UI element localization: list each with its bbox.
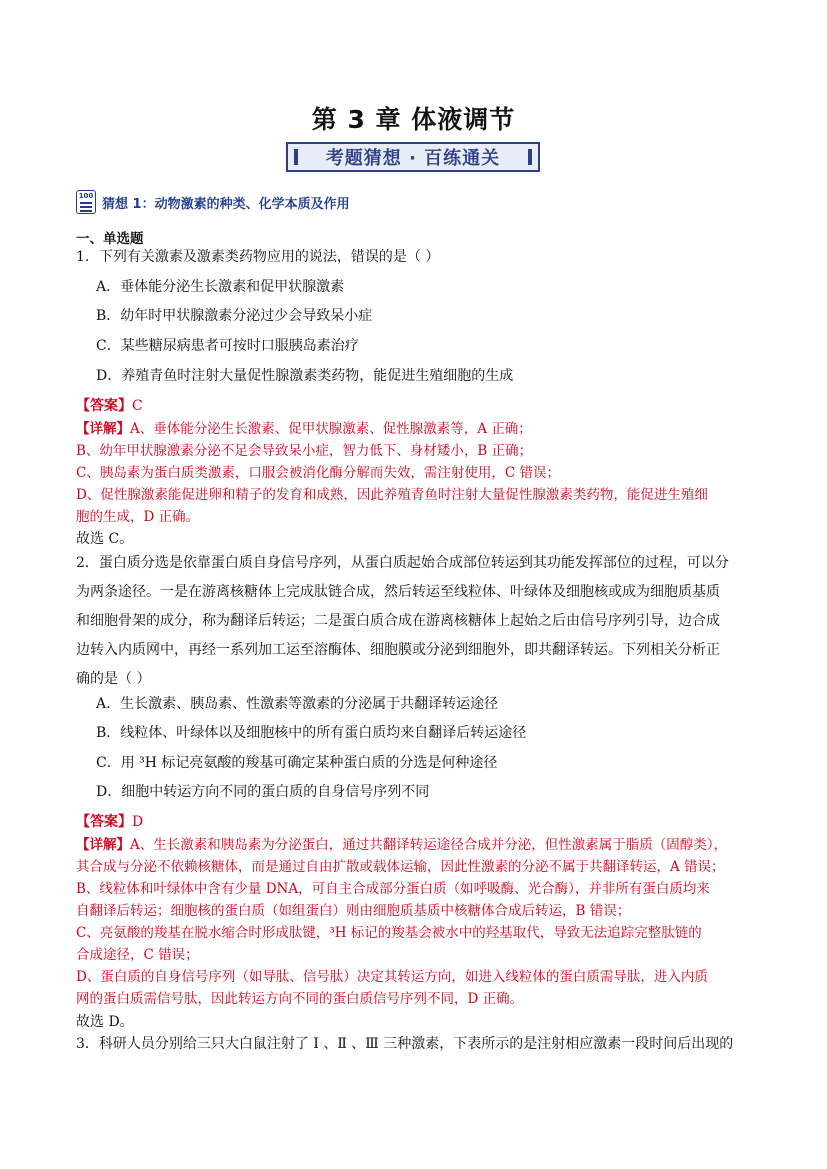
q2-explain-line-7: D、蛋白质的自身信号序列（如导肽、信号肽）决定其转运方向，如进入线粒体的蛋白质需导肽，进入内质: [76, 969, 708, 985]
answer-label: 【答案】: [76, 814, 132, 830]
q2-explain-line-8: 网的蛋白质需信号肽，因此转运方向不同的蛋白质信号序列不同，D 正确。: [76, 991, 524, 1007]
q2-conclusion: 故选 D。: [76, 1014, 134, 1030]
q2-explanation: [76, 834, 756, 1010]
answer-label: 【答案】: [76, 398, 132, 414]
q2-stem-line-1: 2．蛋白质分选是依靠蛋白质自身信号序列，从蛋白质起始合成部位转运到其功能发挥部位的过程，可以分: [76, 555, 729, 571]
guess-label: 猜想 1：动物激素的种类、化学本质及作用: [102, 196, 350, 212]
q1-explain-line-1: 【详解】A、垂体能分泌生长激素、促甲状腺激素、促性腺激素等，A 正确；: [76, 421, 532, 437]
q2-stem-line-4: 边转入内质网中，再经一系列加工运至溶酶体、细胞膜或分泌到细胞外，即共翻译转运。下列相关分析正: [76, 642, 720, 658]
answer-value: C: [132, 398, 143, 414]
score-sheet-icon: [76, 190, 96, 214]
q2-explain-line-2: 其合成与分泌不依赖核糖体，而是通过自由扩散或载体运输，因此性激素的分泌不属于共翻译转运，A 错误；: [76, 859, 725, 875]
q1-explain-line-3: C、胰岛素为蛋白质类激素，口服会被消化酶分解而失效，需注射使用，C 错误；: [76, 465, 560, 481]
q2-stem-line-5: 确的是（ ）: [76, 671, 151, 687]
q2-stem-line-3: 和细胞骨架的成分，称为翻译后转运；二是蛋白质合成在游离核糖体上起始之后由信号序列引导，边合成: [76, 613, 720, 629]
q2-option-a: A．生长激素、胰岛素、性激素等激素的分泌属于共翻译转运途径: [96, 696, 499, 712]
q1-explain-line-5: 胞的生成，D 正确。: [76, 509, 200, 525]
q2-explain-line-3: B、线粒体和叶绿体中含有少量 DNA，可自主合成部分蛋白质（如呼吸酶、光合酶），并非所有蛋白质均来: [76, 881, 710, 897]
section-heading: 一、单选题: [76, 231, 144, 247]
q1-explanation: [76, 418, 756, 528]
banner-text: 考题猜想 · 百练通关: [325, 148, 501, 169]
answer-value: D: [132, 814, 144, 830]
q1-conclusion: 故选 C。: [76, 531, 134, 547]
explain-label: 【详解】: [76, 421, 130, 437]
q2-option-c: C．用 ³H 标记亮氨酸的羧基可确定某种蛋白质的分选是何种途径: [96, 755, 498, 771]
q1-explain-line-4: D、促性腺激素能促进卵和精子的发育和成熟，因此养殖青鱼时注射大量促性腺激素类药物，能促进生殖细: [76, 487, 708, 503]
q1-option-b: B．幼年时甲状腺激素分泌过少会导致呆小症: [96, 308, 373, 324]
q2-explain-line-6: 合成途径，C 错误；: [76, 947, 199, 963]
q1-answer: [76, 396, 143, 416]
question-3-stem: 3．科研人员分别给三只大白鼠注射了 Ⅰ 、Ⅱ 、Ⅲ 三种激素，下表所示的是注射相应激素一段时间后出现的: [76, 1036, 734, 1052]
q2-option-d: D．细胞中转运方向不同的蛋白质的自身信号序列不同: [96, 784, 430, 800]
q2-stem-line-2: 为两条途径。一是在游离核糖体上完成肽链合成，然后转运至线粒体、叶绿体及细胞核或成为细胞质基质: [76, 584, 720, 600]
guess-heading: [76, 190, 350, 214]
q1-explain-line-2: B、幼年甲状腺激素分泌不足会导致呆小症，智力低下、身材矮小，B 正确；: [76, 443, 533, 459]
page-title: 第 3 章 体液调节: [311, 105, 516, 134]
q2-explain-line-4: 自翻译后转运；细胞核的蛋白质（如组蛋白）则由细胞质基质中核糖体合成后转运，B 错误；: [76, 903, 631, 919]
section-banner: [286, 142, 540, 172]
banner-left-bar: [294, 149, 298, 165]
q1-option-c: C．某些糖尿病患者可按时口服胰岛素治疗: [96, 338, 359, 354]
explain-label: 【详解】: [76, 837, 130, 853]
question-2-stem: [76, 549, 756, 694]
banner-right-bar: [528, 149, 532, 165]
score-icon-text: 100: [78, 192, 94, 200]
question-1-stem: 1．下列有关激素及激素类药物应用的说法，错误的是（ ）: [76, 249, 440, 265]
q2-explain-line-1: 【详解】A、生长激素和胰岛素为分泌蛋白，通过共翻译转运途径合成并分泌，但性激素属于脂质（固醇类），: [76, 837, 727, 853]
q1-option-a: A．垂体能分泌生长激素和促甲状腺激素: [96, 279, 345, 295]
q2-option-b: B．线粒体、叶绿体以及细胞核中的所有蛋白质均来自翻译后转运途径: [96, 725, 527, 741]
q2-explain-line-5: C、亮氨酸的羧基在脱水缩合时形成肽键，³H 标记的羧基会被水中的羟基取代，导致无法追踪完整肽链的: [76, 925, 702, 941]
q1-option-d: D．养殖青鱼时注射大量促性腺激素类药物，能促进生殖细胞的生成: [96, 368, 514, 384]
q2-answer: [76, 812, 143, 832]
